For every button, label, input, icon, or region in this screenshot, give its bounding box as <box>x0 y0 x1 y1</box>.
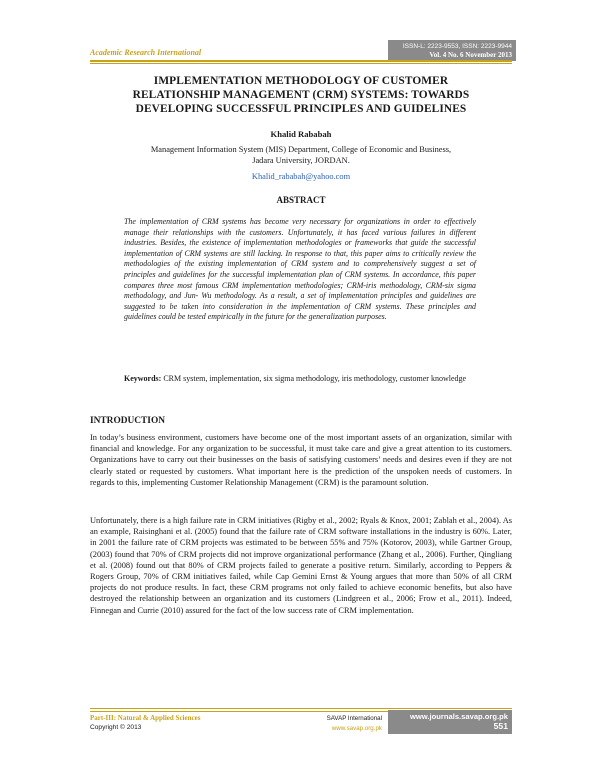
volume-text: Vol. 4 No. 6 November 2013 <box>429 51 512 59</box>
footer-publisher <box>300 714 382 734</box>
issn-text: ISSN-L: 2223-9553, ISSN: 2223-9944 <box>402 43 512 50</box>
publisher-name: SAVAP International <box>326 715 382 722</box>
introduction-heading: INTRODUCTION <box>90 416 166 426</box>
intro-paragraph-2: Unfortunately, there is a high failure rate in CRM initiatives (Rigby et al., 2002; Ryals & Knox, 2001; Zablah et al., 2004). As an example, Raisinghani et al. (2005) found that the failure rate of CRM software installations in the industry is 60%. Later, in 2001 the failure rate of CRM projects was estimated to be between 55% and 75% (Kotorov, 2003), while Gartner Group, (2003) found that 70% of CRM projects did not improve organizational performance (Zhang et al., 2006). Further, Qingliang et al. (2008) found out that 80% of CRM projects failed to generate a positive return. Similarly, according to Peppers & Rogers Group, 70% of CRM initiatives failed, while Cap Gemini Ernst & Young argues that more than 50% of all CRM projects do not produce results. In fact, these CRM programs not only failed to achieve economic benefits, but also have destroyed the relationship between an organization and its customers (Lindgreen et al., 2006; Frow et al., 2011). Indeed, Finnegan and Currie (2010) assured for the fact of the low success rate of CRM implementation. <box>90 516 512 615</box>
abstract-heading: ABSTRACT <box>276 195 326 205</box>
footer-box <box>388 710 512 734</box>
header-rule <box>90 60 512 62</box>
page-number: 551 <box>493 721 508 731</box>
abstract-text: The implementation of CRM systems has become very necessary for organizations in order to effectively manage their relationships with the customers. Unfortunately, it has faced various failures in different industries. Besides, the existence of implementation methodologies or frameworks that guide the successful implementation of CRM systems are still lacking. In response to that, this paper aims to critically review the methodologies of the existing implementation of CRM system and to comprehensively suggest a set of principles and guidelines for the successful implementation plan of CRM systems. In accordance, this paper compares three most famous CRM implementation methodologies; CRM-iris methodology, CRM-six sigma methodology, and Jun- Wu methodology. As a result, a set of implementation principles and guidelines are suggested to be taken into consideration in the implementation of CRM systems. These principles and guidelines could be tested empirically in the future for the generalization purposes. <box>124 217 476 322</box>
title-line-3: DEVELOPING SUCCESSFUL PRINCIPLES AND GUIDELINES <box>135 103 467 115</box>
journal-url-link[interactable]: www.journals.savap.org.pk <box>409 712 508 721</box>
keywords-list: CRM system, implementation, six sigma methodology, iris methodology, customer knowledge <box>163 374 467 383</box>
title-line-1: IMPLEMENTATION METHODOLOGY OF CUSTOMER <box>153 75 449 87</box>
journal-name: Academic Research International <box>90 48 202 57</box>
header-rule-thin <box>90 63 512 64</box>
keywords-label: Keywords: <box>124 374 162 383</box>
footer-rule <box>90 708 512 709</box>
author-email-link[interactable]: Khalid_rababah@yahoo.com <box>251 172 351 181</box>
intro-paragraph-1: In today’s business environment, customers have become one of the most important assets of an organization, similar with financial and knowledge. For any organization to be successful, it must take care and give a great attention to its customers. Organizations have to carry out their businesses on the basis of satisfying customers’ needs and desires even if they are not clearly stated or requested by customers. What important here is the prediction of the unspoken needs of customers. In regards to this, implementing Customer Relationship Management (CRM) is the paramount solution. <box>90 433 512 487</box>
footer-section: Part-III: Natural & Applied Sciences <box>90 714 201 722</box>
keywords <box>124 374 476 385</box>
paper-title <box>90 74 512 116</box>
publisher-url-link[interactable]: www.savap.org.pk <box>331 725 382 732</box>
footer-copyright: Copyright © 2013 <box>90 724 142 731</box>
affiliation <box>100 144 502 166</box>
affiliation-line-2: Jadara University, JORDAN. <box>252 156 350 165</box>
author-name: Khalid Rababah <box>270 129 332 139</box>
title-line-2: RELATIONSHIP MANAGEMENT (CRM) SYSTEMS: TOWARDS <box>132 89 470 101</box>
issn-box <box>388 40 516 61</box>
affiliation-line-1: Management Information System (MIS) Department, College of Economic and Business, <box>150 145 452 154</box>
